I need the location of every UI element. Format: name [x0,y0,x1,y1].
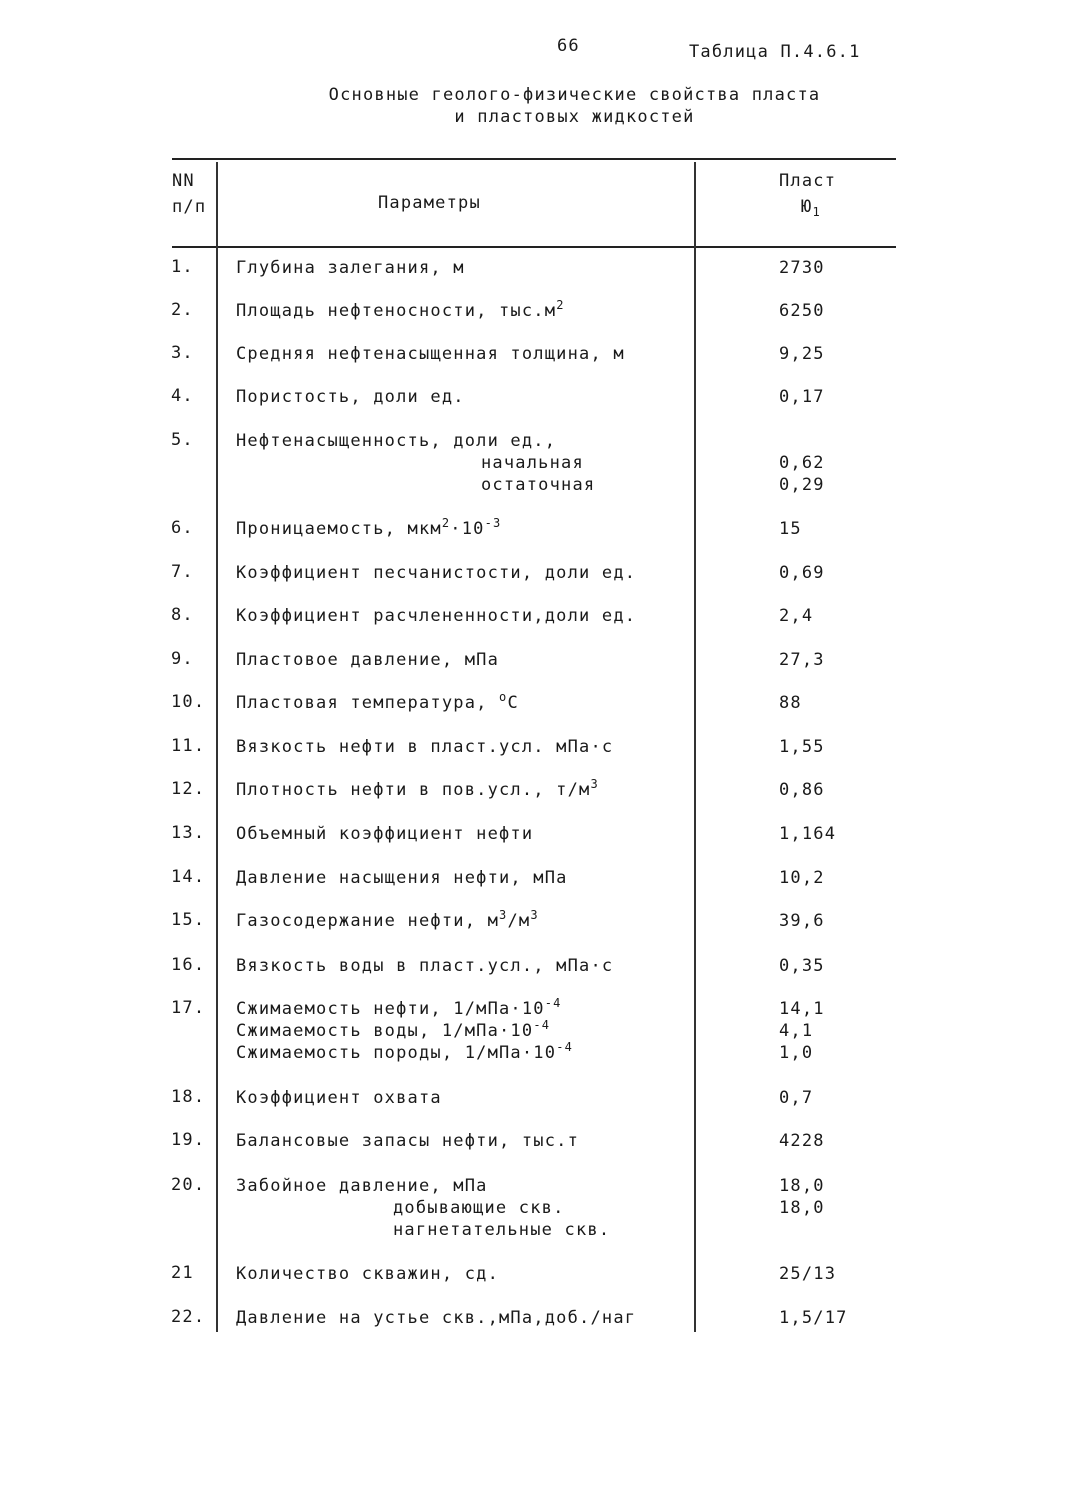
row-value [779,1263,836,1285]
parameter-subline: остаточная [481,475,596,495]
table-reference: Таблица П.4.6.1 [689,42,861,62]
page-number: 66 [557,36,580,56]
parameter-line [236,692,519,714]
row-value [779,823,836,845]
value-line: 18,0 [779,1198,825,1218]
parameter-line [236,257,465,279]
parameter-line [236,867,568,889]
row-value [779,386,825,408]
param-text: Площадь нефтеносности, тыс.м [236,301,557,321]
param-superscript: -3 [484,516,502,530]
parameter-line [236,343,625,365]
param-text: Глубина залегания, м [236,258,465,278]
row-number: 2. [171,300,194,320]
parameter-line [236,1130,579,1152]
row-value [779,910,825,932]
row-number: 9. [171,649,194,669]
row-parameter [236,1175,610,1241]
row-number: 1. [171,257,194,277]
row-parameter [236,692,519,714]
column-divider-left [216,162,218,1332]
param-text: Нефтенасыщенность, доли ед., [236,431,557,451]
row-number: 6. [171,518,194,538]
parameter-line [236,1307,636,1329]
parameter-line [236,779,599,801]
param-superscript: -4 [556,1040,574,1054]
param-text: Давление насыщения нефти, мПа [236,868,568,888]
value-line: 0,29 [779,475,825,495]
row-value [779,518,802,540]
parameter-line [236,998,573,1020]
value-line: 6250 [779,301,825,321]
row-value [779,430,825,496]
param-text: Средняя нефтенасыщенная толщина, м [236,344,625,364]
header-parameters: Параметры [378,193,481,213]
value-line: 10,2 [779,868,825,888]
param-text: Сжимаемость воды, 1/мПа·10 [236,1021,534,1041]
param-text: Проницаемость, мкм [236,519,442,539]
value-line: 1,164 [779,824,837,844]
parameter-line [236,1020,573,1042]
parameter-line [236,823,533,845]
param-text: Пористость, доли ед. [236,387,465,407]
param-text: Пластовая температура, [236,693,500,713]
value-line: 2730 [779,258,825,278]
parameter-line [236,1263,499,1285]
value-line: 39,6 [779,911,825,931]
parameter-line [236,562,636,584]
row-number: 8. [171,605,194,625]
parameter-line [236,955,613,977]
value-line: 0,17 [779,387,825,407]
param-text: Коэффициент охвата [236,1088,442,1108]
param-text: Забойное давление, мПа [236,1176,488,1196]
row-parameter [236,1307,636,1329]
param-text-cont: /м [507,911,531,931]
row-parameter [236,605,636,627]
row-value [779,1130,825,1152]
row-value [779,343,825,365]
row-number: 20. [171,1175,206,1195]
row-value [779,692,802,714]
row-parameter [236,1263,499,1285]
value-line: 0,69 [779,563,825,583]
row-value [779,257,825,279]
value-line: 4228 [779,1131,825,1151]
parameter-line [236,386,465,408]
row-value [779,1175,825,1219]
row-value [779,300,825,322]
value-line: 27,3 [779,650,825,670]
value-line: 1,55 [779,737,825,757]
parameter-line [236,649,499,671]
parameter-line [236,300,565,322]
value-line: 4,1 [779,1021,814,1041]
param-text: Газосодержание нефти, м [236,911,500,931]
row-parameter [236,386,465,408]
row-number: 16. [171,955,206,975]
parameter-line [236,1087,442,1109]
value-line: 0,62 [779,453,825,473]
parameter-line [236,1175,610,1197]
row-parameter [236,343,625,365]
row-parameter [236,562,636,584]
param-superscript: 2 [441,516,451,530]
parameter-subline: нагнетательные скв. [393,1220,611,1240]
param-superscript: 3 [590,777,599,791]
param-text: Коэффициент песчанистости, доли ед. [236,563,637,583]
param-text: Пластовое давление, мПа [236,650,500,670]
param-text: Сжимаемость нефти, 1/мПа·10 [236,999,545,1019]
row-parameter [236,955,613,977]
row-parameter [236,430,595,496]
row-number: 22. [171,1307,206,1327]
param-text: Давление на устье скв.,мПа,доб./наг [236,1308,637,1328]
row-number: 13. [171,823,206,843]
row-number: 12. [171,779,206,799]
value-line: 0,7 [779,1088,814,1108]
row-number: 15. [171,910,206,930]
header-value-line1: Пласт [779,171,837,191]
row-parameter [236,518,501,540]
header-num [172,168,206,220]
value-line: 15 [779,519,802,539]
param-text: Вязкость нефти в пласт.усл. мПа·с [236,737,614,757]
header-value-layer: Ю [801,197,813,217]
parameter-line [236,605,636,627]
header-num-line2: п/п [172,197,207,217]
row-value [779,736,825,758]
row-parameter [236,300,565,322]
row-value [779,867,825,889]
row-number: 10. [171,692,206,712]
row-value [779,562,825,584]
param-superscript: -4 [544,996,562,1010]
row-value [779,955,825,977]
row-number: 4. [171,386,194,406]
value-line: 1,5/17 [779,1308,848,1328]
value-line [779,430,825,452]
row-parameter [236,910,539,932]
row-parameter [236,998,573,1064]
header-value-layer-index: 1 [812,205,821,219]
value-line: 25/13 [779,1264,837,1284]
row-value [779,998,825,1064]
param-text: Объемный коэффициент нефти [236,824,534,844]
row-parameter [236,1130,579,1152]
param-superscript: 3 [499,908,508,922]
value-line: 14,1 [779,999,825,1019]
table-title-line1: Основные геолого-физические свойства пласта [328,85,821,105]
param-text: Балансовые запасы нефти, тыс.т [236,1131,580,1151]
param-text-cont: C [507,693,519,713]
parameter-line [236,518,501,540]
row-number: 14. [171,867,206,887]
row-number: 5. [171,430,194,450]
value-line: 0,35 [779,956,825,976]
row-number: 11. [171,736,206,756]
table-top-rule [172,158,896,160]
param-text: Плотность нефти в пов.усл., т/м [236,780,591,800]
param-text: Сжимаемость породы, 1/мПа·10 [236,1043,557,1063]
row-value [779,1087,813,1109]
row-parameter [236,1087,442,1109]
parameter-subline: добывающие скв. [393,1198,565,1218]
param-superscript: o [499,690,508,704]
row-parameter [236,257,465,279]
row-number: 7. [171,562,194,582]
table-title [0,84,1089,128]
param-superscript: 2 [556,298,565,312]
value-line: 2,4 [779,606,814,626]
row-value [779,605,813,627]
parameter-line [236,1042,573,1064]
row-number: 18. [171,1087,206,1107]
row-parameter [236,867,568,889]
parameter-subline: начальная [481,453,584,473]
header-value-line2 [779,194,836,220]
header-num-line1: NN [172,171,195,191]
value-line: 18,0 [779,1176,825,1196]
row-parameter [236,823,533,845]
parameter-line [236,736,613,758]
table-title-line2: и пластовых жидкостей [454,107,695,127]
row-number: 19. [171,1130,206,1150]
param-superscript: 3 [530,908,539,922]
row-value [779,649,825,671]
value-line: 88 [779,693,802,713]
column-divider-right [694,162,696,1332]
row-number: 21 [171,1263,194,1283]
param-text: Коэффициент расчлененности,доли ед. [236,606,637,626]
row-value [779,779,825,801]
param-text: Количество скважин, сд. [236,1264,500,1284]
row-parameter [236,779,599,801]
header-value [779,168,836,220]
row-parameter [236,649,499,671]
value-line: 0,86 [779,780,825,800]
param-superscript: -4 [533,1018,551,1032]
value-line: 1,0 [779,1043,814,1063]
param-text: Вязкость воды в пласт.усл., мПа·с [236,956,614,976]
row-parameter [236,736,613,758]
value-line: 9,25 [779,344,825,364]
row-number: 17. [171,998,206,1018]
row-number: 3. [171,343,194,363]
parameter-line [236,910,539,932]
param-text-cont: ·10 [450,519,485,539]
parameter-line [236,430,595,452]
row-value [779,1307,848,1329]
table-header-rule [172,246,896,248]
